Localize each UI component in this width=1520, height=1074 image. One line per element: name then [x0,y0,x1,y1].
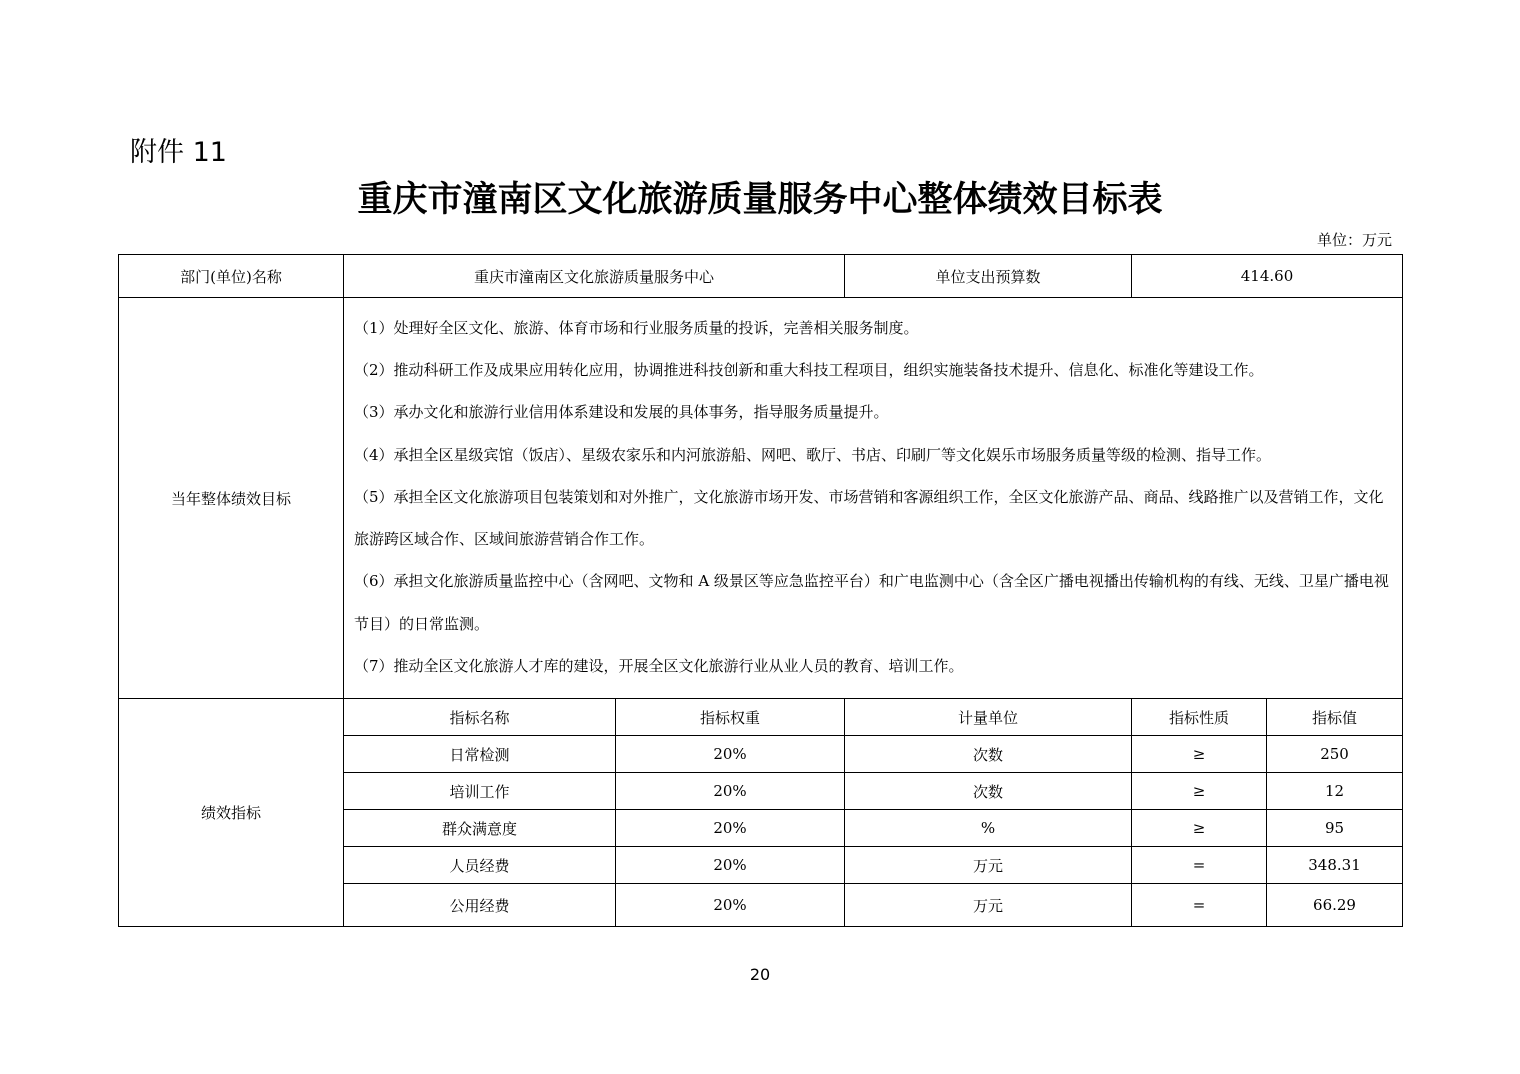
goal-item: （2）推动科研工作及成果应用转化应用，协调推进科技创新和重大科技工程项目，组织实施装备技术提升、信息化、标准化等建设工作。 [354,360,1264,379]
budget-value: 414.60 [1132,255,1403,298]
annual-goals-label: 当年整体绩效目标 [119,298,344,699]
indicator-value: 348.31 [1267,847,1403,884]
indicator-nature: = [1132,884,1267,927]
indicator-nature: = [1132,847,1267,884]
indicator-header-row [119,699,1403,736]
indicator-name: 公用经费 [344,884,616,927]
dept-value: 重庆市潼南区文化旅游质量服务中心 [344,255,845,298]
performance-table [118,254,1403,927]
indicator-weight: 20% [616,810,845,847]
unit-note: 单位：万元 [1316,231,1392,249]
indicator-nature: ≥ [1132,810,1267,847]
indicator-nature: ≥ [1132,736,1267,773]
indicator-value: 95 [1267,810,1403,847]
indicator-weight: 20% [616,847,845,884]
indicator-unit: 次数 [845,736,1132,773]
column-header: 指标性质 [1132,699,1267,736]
column-header: 指标权重 [616,699,845,736]
goal-item: （4）承担全区星级宾馆（饭店）、星级农家乐和内河旅游船、网吧、歌厅、书店、印刷厂等文化娱乐市场服务质量等级的检测、指导工作。 [354,445,1272,464]
indicator-unit: % [845,810,1132,847]
indicator-name: 日常检测 [344,736,616,773]
page-number: 20 [749,965,771,984]
indicator-name: 培训工作 [344,773,616,810]
column-header: 计量单位 [845,699,1132,736]
indicator-unit: 万元 [845,884,1132,927]
indicator-weight: 20% [616,773,845,810]
document-title: 重庆市潼南区文化旅游质量服务中心整体绩效目标表 [357,179,1163,220]
indicator-name: 群众满意度 [344,810,616,847]
goal-item: （3）承办文化和旅游行业信用体系建设和发展的具体事务，指导服务质量提升。 [354,403,889,422]
indicator-weight: 20% [616,736,845,773]
goal-item: （5）承担全区文化旅游项目包装策划和对外推广，文化旅游市场开发、市场营销和客源组织工作，全区文化旅游产品、商品、线路推广以及营销工作，文化旅游跨区域合作、区域间旅游营销合作工作。 [354,487,1384,549]
dept-label: 部门(单位)名称 [119,255,344,298]
goal-item: （7）推动全区文化旅游人才库的建设，开展全区文化旅游行业从业人员的教育、培训工作。 [354,657,964,676]
indicators-label: 绩效指标 [119,699,344,927]
indicator-value: 66.29 [1267,884,1403,927]
column-header: 指标值 [1267,699,1403,736]
indicator-value: 250 [1267,736,1403,773]
column-header: 指标名称 [344,699,616,736]
indicator-unit: 次数 [845,773,1132,810]
annual-goals-row [119,298,1403,699]
attachment-label: 附件 11 [130,137,227,168]
indicator-nature: ≥ [1132,773,1267,810]
indicator-unit: 万元 [845,847,1132,884]
annual-goals-content [344,298,1403,699]
goal-item: （6）承担文化旅游质量监控中心（含网吧、文物和 A 级景区等应急监控平台）和广电监测中心（含全区广播电视播出传输机构的有线、无线、卫星广播电视节目）的日常监测。 [354,572,1389,633]
header-row [119,255,1403,298]
indicator-value: 12 [1267,773,1403,810]
budget-label: 单位支出预算数 [845,255,1132,298]
indicator-name: 人员经费 [344,847,616,884]
indicator-weight: 20% [616,884,845,927]
goal-item: （1）处理好全区文化、旅游、体育市场和行业服务质量的投诉，完善相关服务制度。 [354,318,919,337]
